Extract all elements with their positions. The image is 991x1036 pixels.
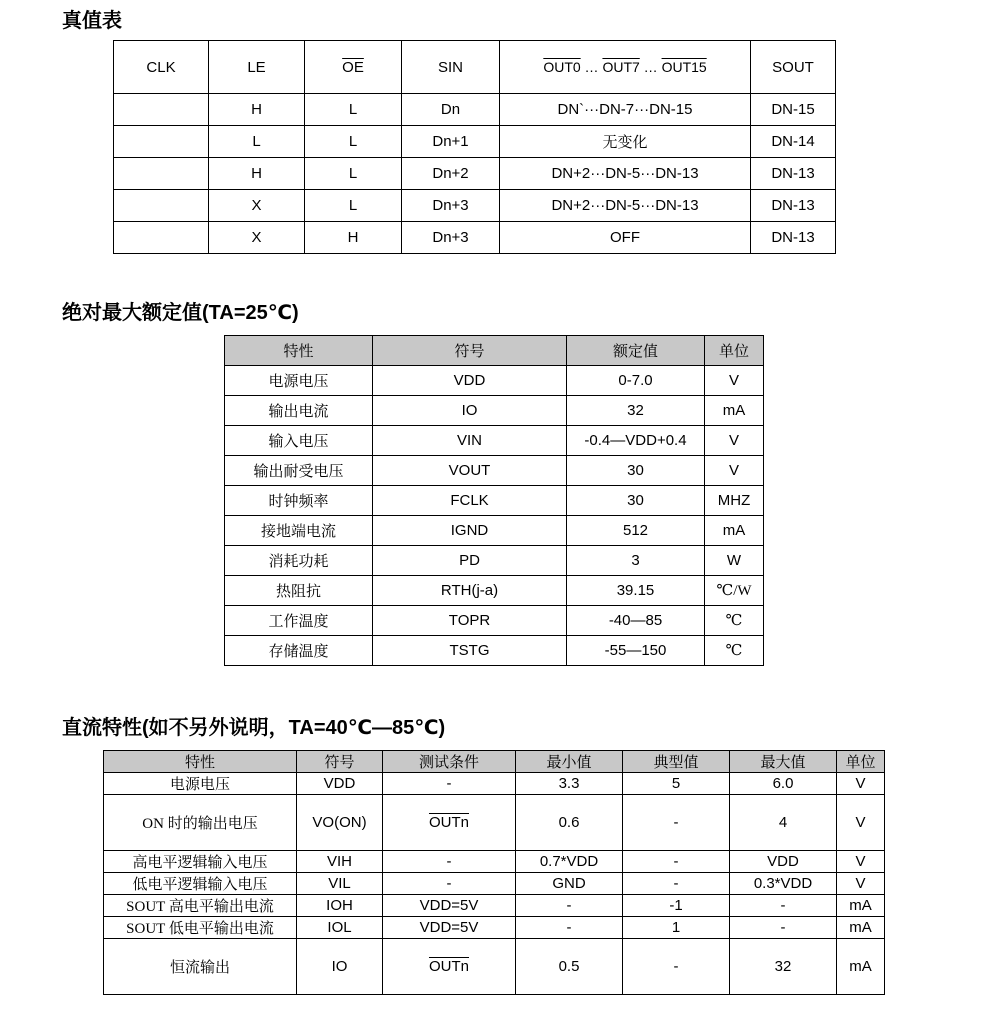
cell-symbol: VDD	[297, 773, 383, 795]
cell-max: VDD	[730, 851, 837, 873]
cell-unit: V	[837, 851, 885, 873]
cell-outputs: DN+2···DN-5···DN-13	[500, 190, 751, 222]
header-rating: 额定值	[567, 336, 705, 366]
header-min: 最小值	[516, 751, 623, 773]
table-row	[225, 456, 764, 486]
cell-sout: DN-14	[751, 126, 836, 158]
cell-typ: -	[623, 873, 730, 895]
cell-unit: mA	[837, 917, 885, 939]
header-oe: $\overline{OE}$	[305, 41, 402, 94]
cell-characteristic: 电源电压	[225, 366, 373, 396]
cell-rating: 32	[567, 396, 705, 426]
cell-oe: H	[305, 222, 402, 254]
cell-sin: Dn+3	[402, 190, 500, 222]
cell-symbol: PD	[373, 546, 567, 576]
table-row	[225, 366, 764, 396]
cell-characteristic: 高电平逻辑输入电压	[104, 851, 297, 873]
cell-typ: -1	[623, 895, 730, 917]
table-row	[225, 516, 764, 546]
cell-le: L	[209, 126, 305, 158]
cell-sin: Dn+3	[402, 222, 500, 254]
header-out0: OUT0	[543, 59, 581, 75]
cell-typ: 5	[623, 773, 730, 795]
header-out7: OUT7	[602, 59, 640, 75]
cell-unit: V	[705, 426, 764, 456]
cell-typ: -	[623, 795, 730, 851]
header-unit: 单位	[705, 336, 764, 366]
table-row	[114, 158, 836, 190]
cell-oe: L	[305, 94, 402, 126]
cell-symbol: RTH(j-a)	[373, 576, 567, 606]
header-characteristic: 特性	[225, 336, 373, 366]
truth-table-header-row	[114, 41, 836, 94]
header-characteristic: 特性	[104, 751, 297, 773]
table-row	[104, 873, 885, 895]
cell-sin: Dn+1	[402, 126, 500, 158]
cell-characteristic: SOUT 高电平输出电流	[104, 895, 297, 917]
cell-max: 4	[730, 795, 837, 851]
cell-rating: 39.15	[567, 576, 705, 606]
cell-characteristic: 输出电流	[225, 396, 373, 426]
cell-clk	[114, 158, 209, 190]
table-row	[104, 895, 885, 917]
dc-chars-title: 直流特性(如不另外说明，TA=40℃—85℃)	[62, 717, 446, 739]
cell-typ: -	[623, 851, 730, 873]
cell-symbol: VDD	[373, 366, 567, 396]
cell-rating: -0.4—VDD+0.4	[567, 426, 705, 456]
cell-rating: 0-7.0	[567, 366, 705, 396]
cell-test-condition: -	[383, 773, 516, 795]
cell-max: 6.0	[730, 773, 837, 795]
cell-sout: DN-13	[751, 158, 836, 190]
cell-characteristic: 低电平逻辑输入电压	[104, 873, 297, 895]
dc-chars-table	[103, 750, 885, 995]
cell-unit: MHZ	[705, 486, 764, 516]
cell-unit: ℃/W	[705, 576, 764, 606]
cell-unit: ℃	[705, 636, 764, 666]
cell-unit: V	[837, 773, 885, 795]
cell-symbol: IO	[297, 939, 383, 995]
truth-table	[113, 40, 836, 254]
cell-rating: -55—150	[567, 636, 705, 666]
cell-test-condition: -	[383, 851, 516, 873]
cell-outputs: OFF	[500, 222, 751, 254]
cell-test-condition: -	[383, 873, 516, 895]
cell-min: 0.6	[516, 795, 623, 851]
cell-rating: 512	[567, 516, 705, 546]
cell-unit: mA	[837, 939, 885, 995]
cell-unit: mA	[837, 895, 885, 917]
table-row	[104, 939, 885, 995]
cell-sin: Dn+2	[402, 158, 500, 190]
cell-oe: L	[305, 190, 402, 222]
cell-sout: DN-13	[751, 190, 836, 222]
table-row	[114, 94, 836, 126]
cell-unit: V	[837, 873, 885, 895]
cell-test-condition: OUTn	[383, 939, 516, 995]
cell-symbol: TOPR	[373, 606, 567, 636]
cell-min: 0.7*VDD	[516, 851, 623, 873]
cell-unit: V	[705, 366, 764, 396]
cell-characteristic: 恒流输出	[104, 939, 297, 995]
cell-clk	[114, 190, 209, 222]
cell-characteristic: 输入电压	[225, 426, 373, 456]
cell-oe: L	[305, 126, 402, 158]
cell-typ: 1	[623, 917, 730, 939]
cell-min: -	[516, 917, 623, 939]
header-outputs	[500, 41, 751, 94]
cell-symbol: VIL	[297, 873, 383, 895]
cell-characteristic: 消耗功耗	[225, 546, 373, 576]
cell-typ: -	[623, 939, 730, 995]
cell-symbol: TSTG	[373, 636, 567, 666]
cell-clk	[114, 94, 209, 126]
cell-unit: V	[837, 795, 885, 851]
truth-table-title: 真值表	[62, 10, 122, 32]
cell-max: 32	[730, 939, 837, 995]
table-row	[104, 795, 885, 851]
header-sep: …	[580, 59, 603, 75]
header-sout: SOUT	[751, 41, 836, 94]
cell-symbol: VIH	[297, 851, 383, 873]
abs-max-table	[224, 335, 764, 666]
table-row	[104, 851, 885, 873]
cell-symbol: VIN	[373, 426, 567, 456]
cell-characteristic: 工作温度	[225, 606, 373, 636]
cell-unit: mA	[705, 396, 764, 426]
cell-characteristic: 输出耐受电压	[225, 456, 373, 486]
cell-symbol: IOL	[297, 917, 383, 939]
cell-symbol: VO(ON)	[297, 795, 383, 851]
table-row	[114, 126, 836, 158]
cell-max: -	[730, 895, 837, 917]
table-row	[225, 606, 764, 636]
cell-outputs: 无变化	[500, 126, 751, 158]
abs-max-header-row	[225, 336, 764, 366]
header-sin: SIN	[402, 41, 500, 94]
abs-max-title: 绝对最大额定值(TA=25℃)	[62, 302, 299, 324]
header-symbol: 符号	[373, 336, 567, 366]
cell-min: 0.5	[516, 939, 623, 995]
cell-rating: 3	[567, 546, 705, 576]
dc-chars-header-row	[104, 751, 885, 773]
cell-max: 0.3*VDD	[730, 873, 837, 895]
cell-test-condition: VDD=5V	[383, 917, 516, 939]
cell-min: 3.3	[516, 773, 623, 795]
header-clk: CLK	[114, 41, 209, 94]
cell-unit: ℃	[705, 606, 764, 636]
table-row	[114, 190, 836, 222]
cell-characteristic: SOUT 低电平输出电流	[104, 917, 297, 939]
header-le: LE	[209, 41, 305, 94]
cell-sout: DN-13	[751, 222, 836, 254]
cell-oe: L	[305, 158, 402, 190]
cell-test-condition: OUTn	[383, 795, 516, 851]
cell-rating: 30	[567, 456, 705, 486]
cell-test-condition: VDD=5V	[383, 895, 516, 917]
cell-min: GND	[516, 873, 623, 895]
cell-le: H	[209, 94, 305, 126]
cell-le: X	[209, 222, 305, 254]
cell-symbol: VOUT	[373, 456, 567, 486]
table-row	[225, 546, 764, 576]
cell-characteristic: ON 时的输出电压	[104, 795, 297, 851]
cell-unit: W	[705, 546, 764, 576]
table-row	[225, 486, 764, 516]
table-row	[104, 773, 885, 795]
cell-outputs: DN`···DN-7···DN-15	[500, 94, 751, 126]
table-row	[225, 576, 764, 606]
cell-sin: Dn	[402, 94, 500, 126]
header-out15: OUT15	[661, 59, 707, 75]
cell-max: -	[730, 917, 837, 939]
table-row	[104, 917, 885, 939]
cell-characteristic: 时钟频率	[225, 486, 373, 516]
table-row	[225, 396, 764, 426]
header-sep: …	[639, 59, 662, 75]
table-row	[225, 636, 764, 666]
cell-outputs: DN+2···DN-5···DN-13	[500, 158, 751, 190]
cell-symbol: IOH	[297, 895, 383, 917]
cell-sout: DN-15	[751, 94, 836, 126]
cell-rating: 30	[567, 486, 705, 516]
header-unit: 单位	[837, 751, 885, 773]
table-row	[114, 222, 836, 254]
header-test-condition: 测试条件	[383, 751, 516, 773]
cell-le: H	[209, 158, 305, 190]
cell-characteristic: 存储温度	[225, 636, 373, 666]
cell-symbol: FCLK	[373, 486, 567, 516]
header-symbol: 符号	[297, 751, 383, 773]
table-row	[225, 426, 764, 456]
cell-clk	[114, 126, 209, 158]
cell-unit: mA	[705, 516, 764, 546]
cell-min: -	[516, 895, 623, 917]
cell-characteristic: 电源电压	[104, 773, 297, 795]
cell-clk	[114, 222, 209, 254]
cell-le: X	[209, 190, 305, 222]
header-max: 最大值	[730, 751, 837, 773]
cell-characteristic: 热阻抗	[225, 576, 373, 606]
cell-rating: -40—85	[567, 606, 705, 636]
cell-symbol: IO	[373, 396, 567, 426]
header-typ: 典型值	[623, 751, 730, 773]
cell-characteristic: 接地端电流	[225, 516, 373, 546]
cell-unit: V	[705, 456, 764, 486]
cell-symbol: IGND	[373, 516, 567, 546]
